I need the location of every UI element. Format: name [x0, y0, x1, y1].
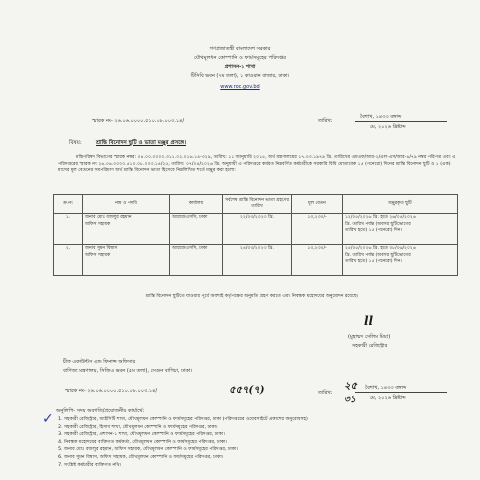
- copy-memo-number: স্মারক নং- ২৬.০৬.০০০০.৫১০.০৮.০০৩.১৪/: [65, 388, 158, 394]
- handwritten-memo-number: ৫৫৭(৭): [229, 385, 265, 396]
- table-row: [54, 245, 458, 276]
- employee-designation: অফিস সহায়ক: [85, 252, 111, 258]
- copy-date-label: তারিখ:: [318, 390, 333, 396]
- copy-date-english: মে, ২০২৬ খ্রিষ্টাব্দ: [370, 395, 406, 401]
- copy-list-title: অনুলিপি- সদয় অবগতি/প্রয়োজনীয় কার্যার্থে:: [56, 408, 145, 414]
- row-last-date: ২২/০৩/২০২৩ খ্রি.: [223, 214, 292, 245]
- header-basic-pay: মূল বেতন: [292, 195, 343, 214]
- handwritten-day: ২৫: [344, 381, 357, 392]
- date-divider: [355, 121, 447, 122]
- handwritten-day-two: ৩১: [344, 395, 356, 405]
- subject-label: বিষয়:: [69, 140, 82, 146]
- row-office: আরজেএসসি, ঢাকা: [170, 214, 223, 245]
- list-item: 2. সহকারী রেজিস্ট্রার, হিসাব শাখা, যৌথমূলধন কোম্পানি ও ফার্মসমূহের পরিদপ্তর, ঢাকা।: [64, 424, 480, 432]
- govt-title: গণপ্রজাতন্ত্রী বাংলাদেশ সরকার: [209, 46, 271, 52]
- header-leave: মঞ্জুরকৃত ছুটি: [343, 195, 458, 214]
- header-last-date: সর্বশেষ শ্রান্তি বিনোদন ভাতা গ্রহণের তারিখ: [223, 195, 292, 214]
- row-name-cell: [83, 245, 170, 276]
- recipient-address: বাণিজ্য মন্ত্রণালয়, সিজিএ ভবন (৫ম তলা), সেগুন বাগিচা, ঢাকা।: [63, 368, 193, 374]
- table-row: [54, 214, 458, 245]
- leave-table: [53, 194, 458, 276]
- signature-mark: ll: [364, 314, 374, 328]
- date-bangla: বৈশাখ, ১৪৩৩ বঙ্গাব্দ: [360, 114, 402, 120]
- memo-number: স্মারক নং- ২৬.০৬.০০০০.৫১০.০৮.০০৩.১৪/: [92, 118, 185, 124]
- employee-name: জনাব সুমন বিশ্বাস: [85, 246, 118, 251]
- employee-designation: অফিস সহায়ক: [85, 221, 111, 227]
- closing-line: শ্রান্তি বিনোদন ছুটিতে যাওয়ার পূর্বে অবশ্যই কর্তৃপক্ষের অনুমতি গ্রহণ করতে এবং নিবন্ধক মহোদয়ের অনুমোদন রয়েছে।: [145, 294, 359, 299]
- copy-date-bangla: বৈশাখ, ১৪৩৩ বঙ্গাব্দ: [365, 385, 407, 391]
- row-serial: ১.: [54, 214, 83, 245]
- leave-line: তারিখ হতে) ১৫ (পনেরো) দিন।: [345, 259, 402, 264]
- recipient-title: চীফ একাউন্টস এন্ড ফিনান্স অফিসার: [63, 359, 136, 365]
- leave-line: খ্রি. তারিখ পর্যন্ত (অবসর ছুটিভোগের: [345, 221, 411, 227]
- list-item: 7. সংশ্লিষ্ট কর্মচারীর ব্যক্তিগত নথি।: [64, 462, 480, 470]
- list-item: 1. সহকারী রেজিস্ট্রার, আইসিটি শাখা, যৌথমূলধন কোম্পানি ও ফার্মসমূহের পরিদপ্তর, ঢাকা (পরিদপ্তরের ওয়েবসাইটে প্রকাশের অনুরোধসহ): [64, 416, 480, 424]
- date-label: তারিখ:: [318, 118, 333, 124]
- department-name: যৌথমূলধন কোম্পানি ও ফার্মসমূহের পরিদপ্তর: [193, 55, 287, 61]
- body-paragraph: মন্ত্রিপরিষদ বিভাগের স্মারক নম্বর: ০৪.০০.০০০০.৩১১.০২.০১৬.১৪-৩২৯, তারিখ: ১১ জানুয়ারি ২০১৫, অর্থ মন্ত্রণালয়ের ১৭.০৩.১৯৭৯ খ্রি. তারিখের এমএফ/আর-২/এল-এস/আর-৪/৭৯ নম্বর পরিপত্র এবং এ পরিদপ্তরের স্মারক নং ২৬.০৬.০০০০.৫১০.০৮.০০৩.১৪/২৫, তারিখ: ০৭/০৪/২০২৬ খ্রি. অনুযায়ী এ পরিদপ্তরে কর্মরত নিম্নবর্ণিত কর্মচারীকে সরকারি বিধি মোতাবেক ১৫ (পনেরো) দিনের শ্রান্তি বিনোদন ছুটি ও ১ (এক) মাসের মূল বেতনের সমপরিমাণ অর্থ শ্রান্তি বিনোদন ভাতা হিসেবে নিম্নলিখিত শর্তে মঞ্জুর করা হলো:: [58, 155, 456, 174]
- row-leave-cell: [343, 214, 458, 245]
- list-item: 5. জনাব মোঃ বজলুর রহমান, অফিস সহায়ক, যৌথমূলধন কোম্পানি ও ফার্মসমূহের পরিদপ্তর, ঢাকা।: [64, 446, 480, 454]
- employee-name: জনাব মোঃ বজলুর রহমান: [85, 215, 132, 220]
- list-item: 4. নিবন্ধক মহোদয়ের ব্যক্তিগত কর্মকর্তা, যৌথমূলধন কোম্পানি ও ফার্মসমূহের পরিদপ্তর, ঢাকা।: [64, 439, 480, 447]
- office-address: টিসিবি ভবন (৭ম তলা), ১ কাওরান বাজার, ঢাকা।: [190, 73, 290, 79]
- list-item: 3. সহকারী রেজিস্ট্রার, প্রশাসন-১ শাখা, যৌথমূলধন কোম্পানি ও ফার্মসমূহের পরিদপ্তর, ঢাকা।: [64, 431, 480, 439]
- header-office: কার্যালয়: [170, 195, 223, 214]
- subject-text: শ্রান্তি বিনোদন ছুটি ও ভাতা মঞ্জুর প্রসঙ্গে।: [96, 140, 187, 146]
- table-header-row: [54, 195, 458, 214]
- row-last-date: ২৪/০৩/২০২৩ খ্রি.: [223, 245, 292, 276]
- section-name: প্রশাসন-১ শাখা: [224, 64, 256, 70]
- leave-line: তারিখ হতে) ১৫ (পনেরো) দিন।: [345, 228, 402, 233]
- list-item: 6. জনাব সুমন বিশ্বাস, অফিস সহায়ক, যৌথমূলধন কোম্পানি ও ফার্মসমূহের পরিদপ্তর, ঢাকা।: [64, 454, 480, 462]
- row-basic-pay: ১৩,২৩০/-: [292, 214, 343, 245]
- signatory-name: (মুহাম্মদ সেলিম মিয়া): [348, 334, 391, 340]
- row-name-cell: [83, 214, 170, 245]
- copy-date-divider: [355, 392, 447, 393]
- website-link[interactable]: www.roc.gov.bd: [220, 84, 260, 90]
- row-basic-pay: ১৩,২৩০/-: [292, 245, 343, 276]
- checkmark-icon: ✓: [42, 411, 54, 427]
- header-name: নাম ও পদবি: [83, 195, 170, 214]
- header-serial: ক্র.নং: [54, 195, 83, 214]
- signatory-designation: সহকারী রেজিস্ট্রার: [352, 343, 388, 349]
- leave-line: খ্রি. তারিখ পর্যন্ত (অবসর ছুটিভোগের: [345, 252, 411, 258]
- row-leave-cell: [343, 245, 458, 276]
- row-office: আরজেএসসি, ঢাকা: [170, 245, 223, 276]
- leave-line: ২৫/০৫/২০২৬ খ্রি. হতে ০৮/০৬/২০২৬: [345, 246, 416, 251]
- row-serial: ২.: [54, 245, 83, 276]
- copy-list: [50, 416, 480, 469]
- date-english: মে, ২০২৬ খ্রিষ্টাব্দ: [370, 124, 406, 130]
- leave-line: ১২/০৫/২০২৬ খ্রি. হতে ২৬/০৫/২০২৬: [345, 215, 416, 220]
